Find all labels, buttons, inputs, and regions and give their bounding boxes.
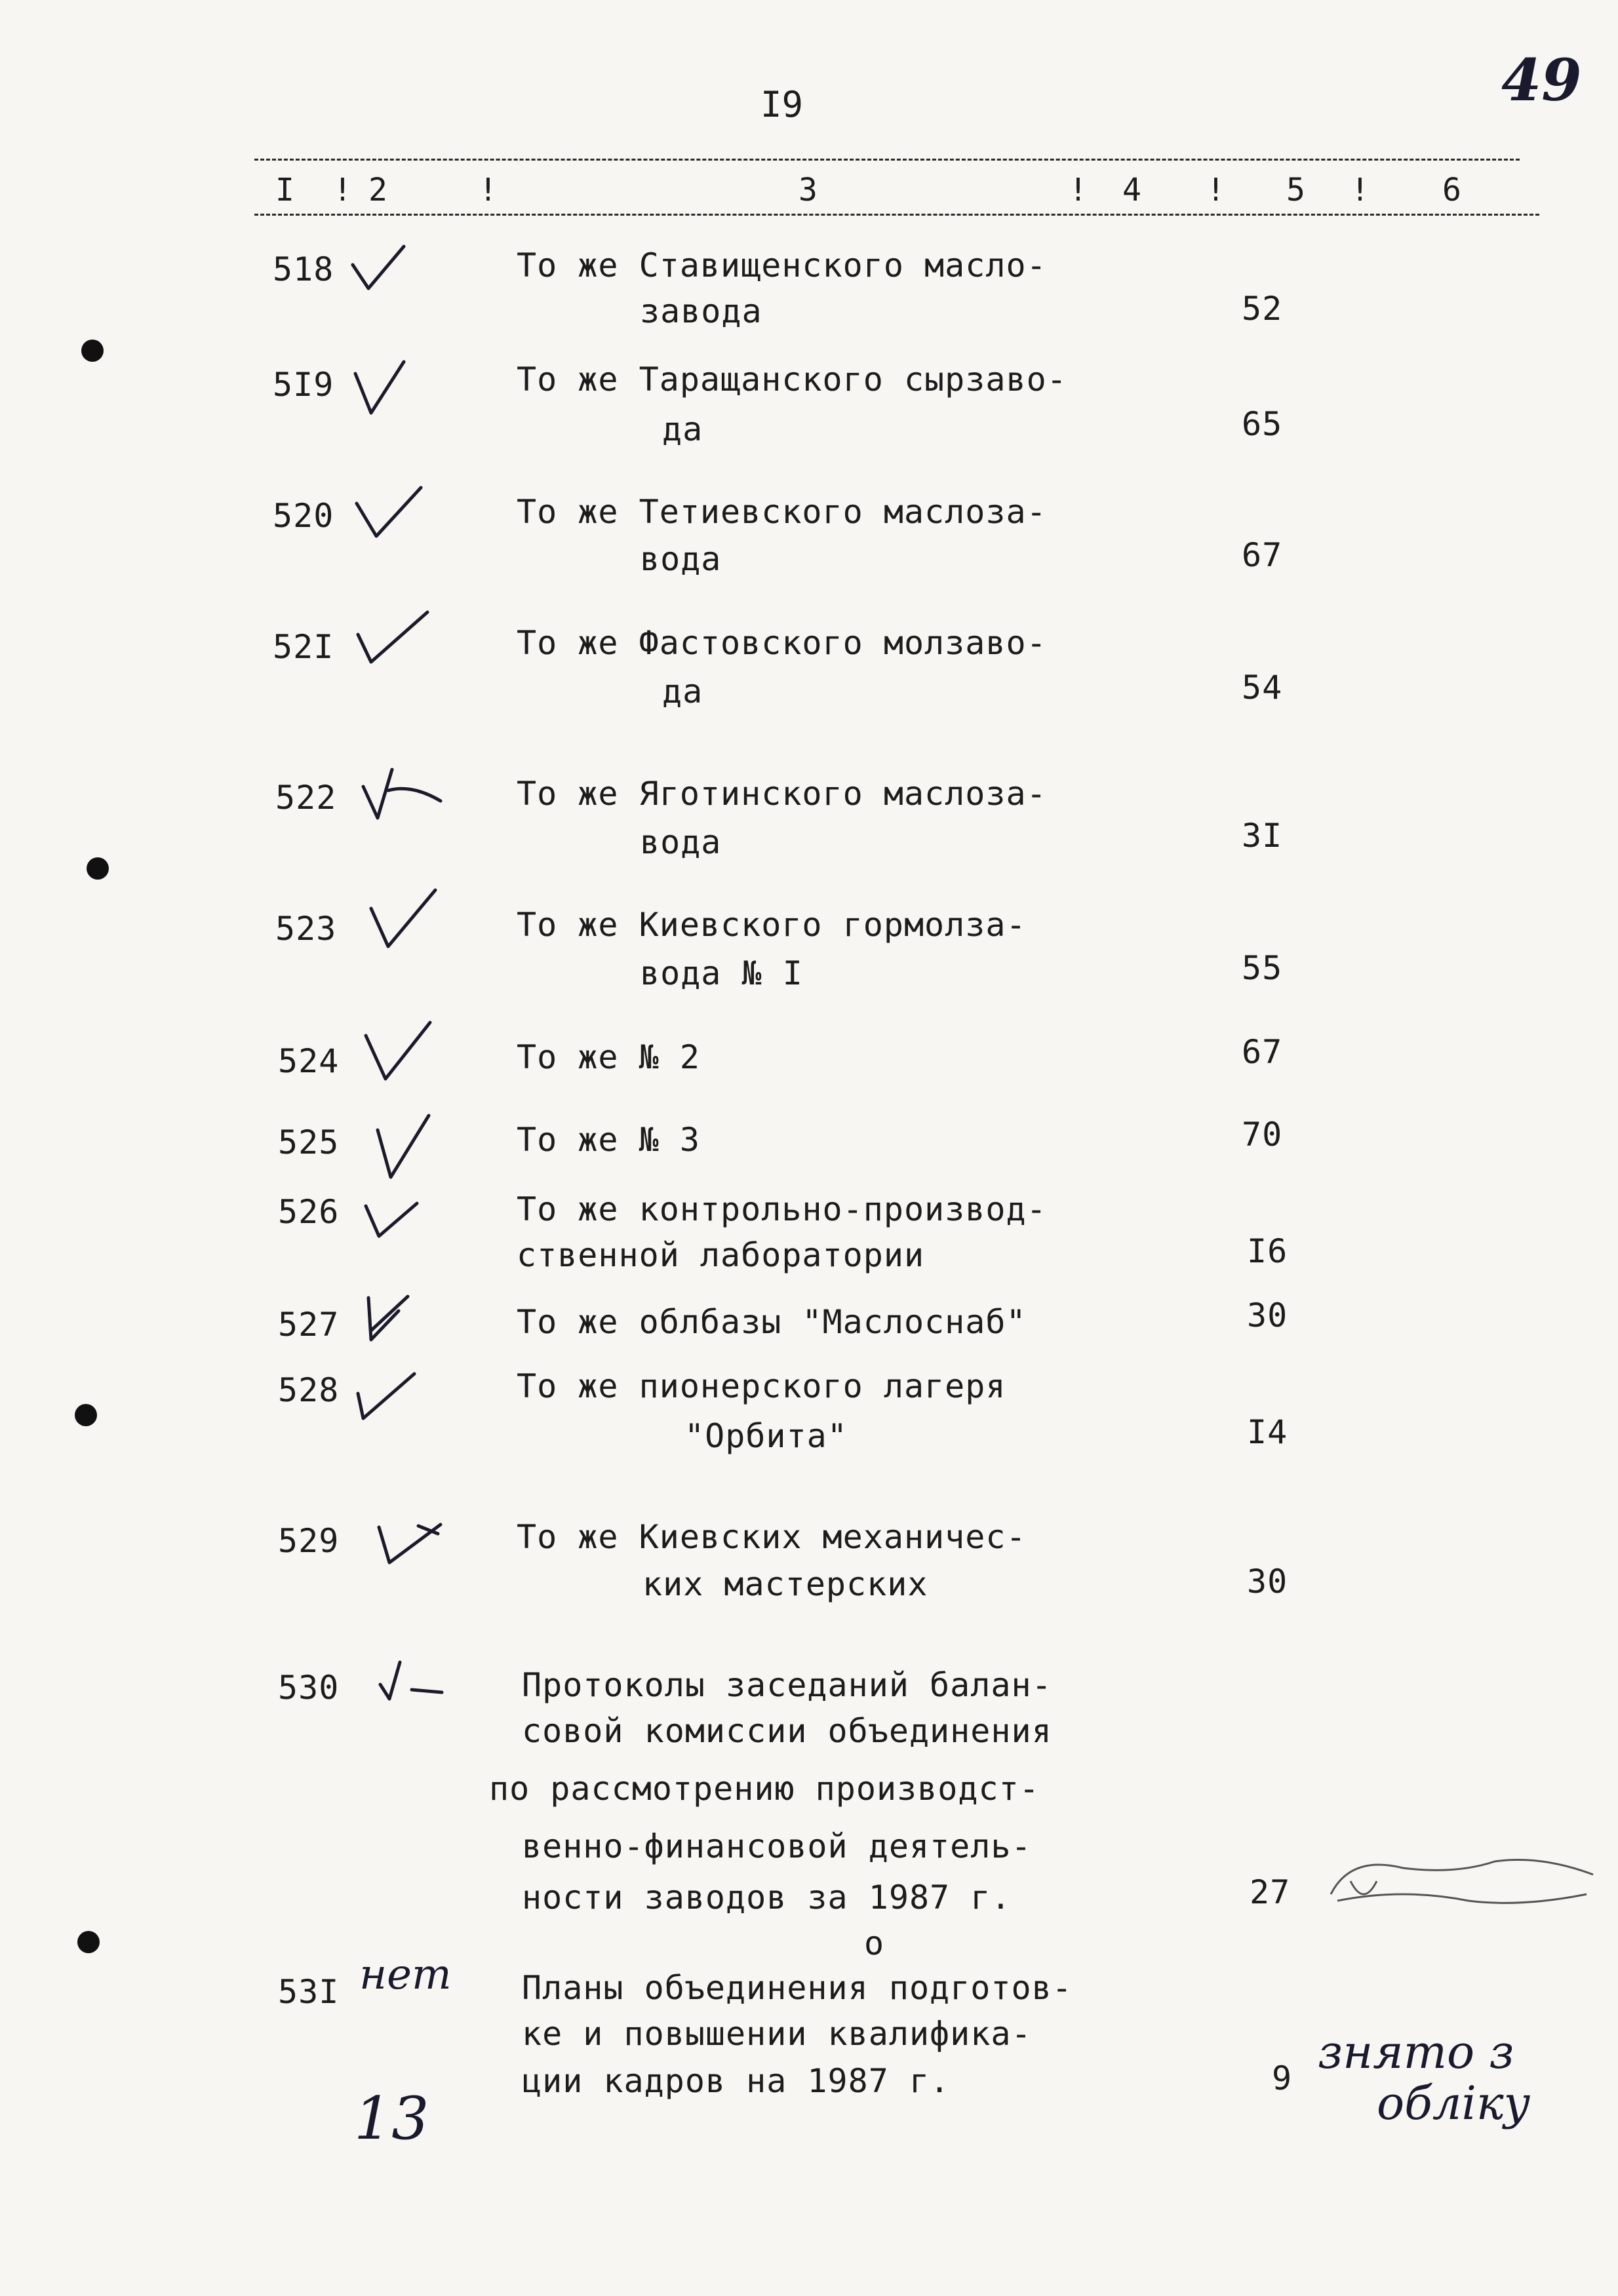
row-description-line: То же Киевского гормолза- bbox=[517, 906, 1027, 944]
scribble-mark-icon bbox=[1324, 1848, 1600, 1914]
row-quantity: 30 bbox=[1247, 1563, 1288, 1601]
row-description-line: вода bbox=[640, 823, 722, 861]
row-number: 524 bbox=[278, 1042, 340, 1080]
row-description-line: завода bbox=[640, 292, 762, 330]
row-description-line: ственной лаборатории bbox=[517, 1236, 925, 1274]
row-quantity: 54 bbox=[1242, 669, 1283, 707]
row-number: 529 bbox=[278, 1522, 340, 1560]
col-header-1: I bbox=[275, 172, 294, 208]
row-quantity: 27 bbox=[1250, 1873, 1291, 1911]
row-quantity: 30 bbox=[1247, 1296, 1288, 1334]
row-description-line: То же № 2 bbox=[517, 1038, 700, 1076]
row-description-line: То же Киевских механичес- bbox=[517, 1518, 1027, 1556]
header-rule-top bbox=[254, 159, 1520, 161]
row-quantity: 52 bbox=[1242, 290, 1283, 328]
row-description-line: То же пионерского лагеря bbox=[517, 1367, 1006, 1405]
col-separator: ! bbox=[1351, 172, 1370, 208]
check-mark-icon bbox=[362, 1019, 434, 1084]
check-mark-icon bbox=[375, 1515, 447, 1568]
row-description-line: ке и повышении квалифика- bbox=[522, 2015, 1032, 2053]
check-mark-icon bbox=[351, 359, 410, 418]
row-description-line: То же контрольно-производ- bbox=[517, 1190, 1047, 1228]
row-description-line: То же Таращанского сырзаво- bbox=[517, 360, 1067, 399]
row-quantity: 9 bbox=[1272, 2059, 1293, 2097]
row-number: 522 bbox=[275, 779, 337, 817]
row-number: 5I9 bbox=[273, 366, 334, 404]
row-description-line: То же Яготинского маслоза- bbox=[517, 775, 1047, 813]
check-mark-icon bbox=[362, 1194, 421, 1240]
row-description-line: вода № I bbox=[640, 954, 803, 992]
col-separator: ! bbox=[1206, 172, 1225, 208]
row-description-line: То же Ставищенского масло- bbox=[517, 246, 1047, 284]
row-number: 523 bbox=[275, 910, 337, 948]
row-quantity: 67 bbox=[1242, 1033, 1283, 1071]
row-number: 518 bbox=[273, 250, 334, 288]
row-description-line: по рассмотрению производст- bbox=[489, 1770, 1040, 1808]
col-header-5: 5 bbox=[1286, 172, 1305, 208]
check-mark-icon bbox=[349, 243, 408, 295]
check-mark-icon bbox=[376, 1658, 448, 1704]
row-description-line: То же Фастовского молзаво- bbox=[517, 624, 1047, 662]
row-description-line: ности заводов за 1987 г. bbox=[522, 1878, 1012, 1917]
col-separator: ! bbox=[479, 172, 498, 208]
col-header-4: 4 bbox=[1122, 172, 1141, 208]
check-mark-icon bbox=[354, 608, 433, 667]
row-description-line: То же Тетиевского маслоза- bbox=[517, 493, 1047, 531]
row-number: 527 bbox=[278, 1306, 340, 1344]
row-description-line: То же облбазы "Маслоснаб" bbox=[517, 1303, 1027, 1341]
punch-hole bbox=[81, 340, 104, 362]
check-mark-icon bbox=[374, 1112, 433, 1184]
row-quantity: 70 bbox=[1242, 1116, 1283, 1154]
margin-count: 13 bbox=[354, 2084, 429, 2153]
row-description-line: "Орбита" bbox=[684, 1417, 848, 1455]
row-number: 526 bbox=[278, 1193, 340, 1231]
punch-hole bbox=[75, 1404, 97, 1426]
row-number: 52I bbox=[273, 628, 334, 666]
check-mark-icon bbox=[367, 886, 439, 952]
row-number: 530 bbox=[278, 1669, 340, 1707]
row-number: 528 bbox=[278, 1371, 340, 1409]
row-description-line: ции кадров на 1987 г. bbox=[522, 2062, 951, 2100]
row-description-line: Протоколы заседаний балан- bbox=[522, 1666, 1052, 1704]
check-mark-icon bbox=[354, 1370, 420, 1422]
punch-hole bbox=[87, 857, 109, 880]
row-quantity: 3I bbox=[1242, 817, 1283, 855]
row-quantity: I4 bbox=[1247, 1413, 1288, 1451]
row-description-line: венно-финансовой деятель- bbox=[522, 1827, 1032, 1865]
col-separator: ! bbox=[333, 172, 352, 208]
row-number: 525 bbox=[278, 1123, 340, 1161]
row-number: 53I bbox=[278, 1973, 340, 2011]
check-mark-icon bbox=[359, 764, 444, 823]
row-description-line: То же № 3 bbox=[517, 1121, 700, 1159]
row-quantity: 65 bbox=[1242, 405, 1283, 443]
check-mark-icon bbox=[353, 484, 425, 543]
circle-mark: о bbox=[864, 1924, 885, 1962]
page-number: I9 bbox=[760, 84, 804, 125]
row-description-line: ких мастерских bbox=[642, 1565, 928, 1603]
row-description-line: вода bbox=[640, 540, 722, 578]
row-mark-handwritten: нет bbox=[359, 1951, 452, 1999]
col-header-2: 2 bbox=[368, 172, 387, 208]
row-description-line: Планы объединения подготов- bbox=[522, 1969, 1073, 2007]
annotation-line: обліку bbox=[1377, 2076, 1531, 2130]
row-description-line: совой комиссии объединения bbox=[522, 1712, 1052, 1750]
col-separator: ! bbox=[1069, 172, 1088, 208]
annotation-line: знято з bbox=[1318, 2025, 1514, 2079]
row-description-line: да bbox=[662, 410, 703, 448]
punch-hole bbox=[77, 1931, 100, 1953]
row-description-line: да bbox=[662, 672, 703, 710]
row-quantity: 55 bbox=[1242, 949, 1283, 987]
check-mark-icon bbox=[362, 1291, 427, 1344]
sheet-number: 49 bbox=[1501, 46, 1582, 114]
row-quantity: I6 bbox=[1247, 1232, 1288, 1270]
row-number: 520 bbox=[273, 497, 334, 535]
row-quantity: 67 bbox=[1242, 536, 1283, 574]
col-header-6: 6 bbox=[1442, 172, 1461, 208]
col-header-3: 3 bbox=[799, 172, 818, 208]
header-rule-bottom bbox=[254, 214, 1539, 216]
